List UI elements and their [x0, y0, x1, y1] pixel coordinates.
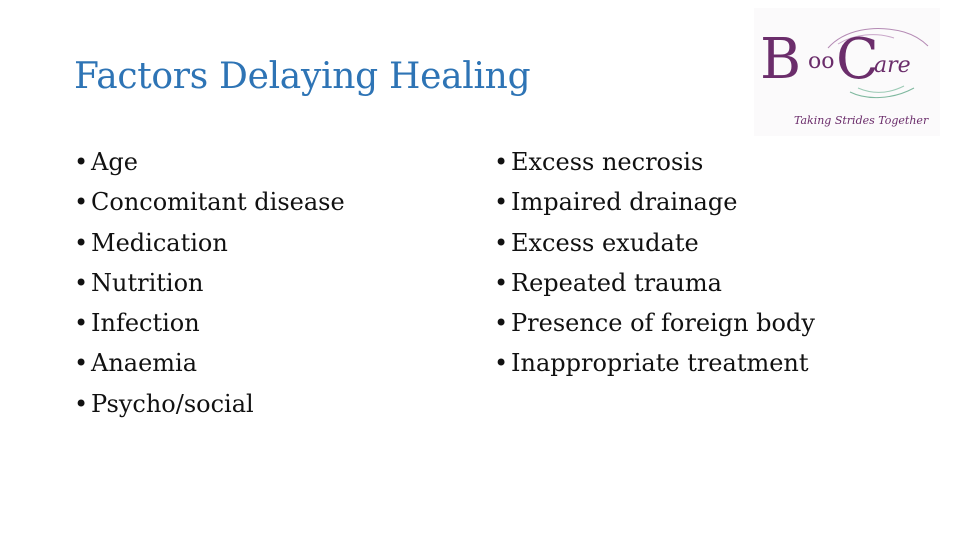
bullet-glyph: •: [74, 268, 89, 297]
factor-text: Inappropriate treatment: [511, 349, 809, 378]
factor-text: Psycho/social: [91, 389, 254, 418]
factor-item: [74, 267, 345, 307]
factor-item: [74, 347, 345, 387]
factor-text: Age: [91, 148, 138, 176]
factor-text: Infection: [91, 309, 200, 338]
logo-letter-oo: oo: [808, 49, 835, 74]
bullet-glyph: •: [74, 228, 89, 257]
factor-text: Concomitant disease: [91, 188, 345, 217]
factor-item: [74, 227, 345, 267]
factor-item: [494, 146, 815, 186]
left-factor-list: [74, 146, 345, 428]
logo-letter-are: are: [874, 53, 911, 78]
factor-item: [494, 227, 815, 267]
factor-text: Excess exudate: [511, 228, 699, 257]
factor-text: Presence of foreign body: [511, 309, 815, 338]
bullet-glyph: •: [494, 148, 509, 176]
bullet-glyph: •: [74, 389, 89, 418]
factor-text: Excess necrosis: [511, 148, 704, 176]
factor-item: [74, 307, 345, 347]
factor-item: [494, 186, 815, 226]
factor-text: Nutrition: [91, 268, 204, 297]
bullet-glyph: •: [74, 188, 89, 217]
factor-item: [494, 307, 815, 347]
factor-item: [74, 146, 345, 186]
factor-item: [494, 347, 815, 387]
bullet-glyph: •: [74, 309, 89, 338]
bullet-glyph: •: [494, 268, 509, 297]
factor-text: Impaired drainage: [511, 188, 738, 217]
factor-item: [74, 186, 345, 226]
logo-letter-b: B: [760, 27, 802, 92]
factor-text: Medication: [91, 228, 228, 257]
bullet-glyph: •: [494, 309, 509, 338]
factor-item: [494, 267, 815, 307]
bullet-glyph: •: [494, 349, 509, 378]
bullet-glyph: •: [494, 228, 509, 257]
bullet-glyph: •: [494, 188, 509, 217]
logo-tagline: Taking Strides Together: [794, 114, 929, 127]
factor-text: Repeated trauma: [511, 268, 722, 297]
boocare-logo: [754, 8, 940, 136]
slide-title: Factors Delaying Healing: [74, 56, 531, 97]
bullet-glyph: •: [74, 349, 89, 378]
right-factor-list: [494, 146, 815, 388]
logo-letter-c: C: [836, 27, 879, 92]
factor-text: Anaemia: [91, 349, 198, 378]
bullet-glyph: •: [74, 148, 89, 176]
factor-item: [74, 388, 345, 428]
